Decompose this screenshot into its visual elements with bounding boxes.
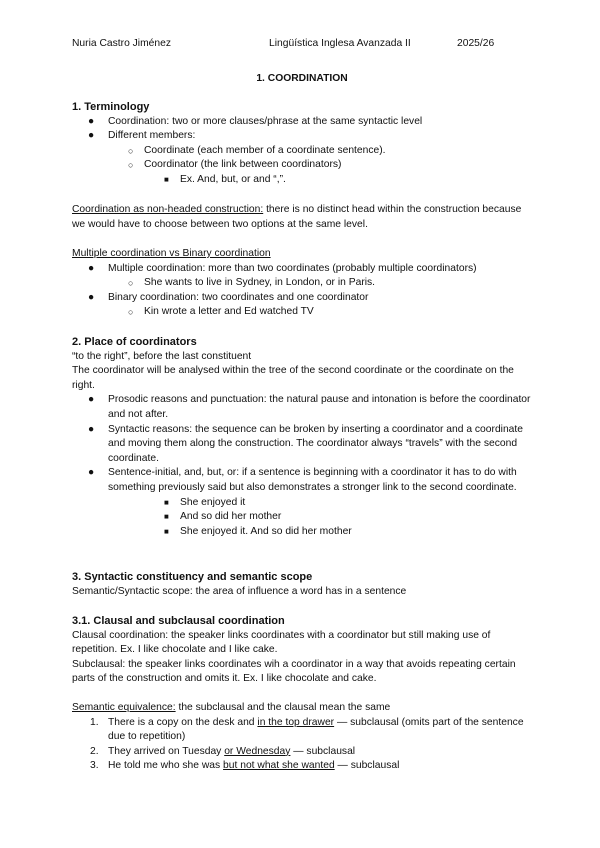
paragraph: Subclausal: the speaker links coordinates wih a coordinator in a way that avoids repeating certain parts of the construction and omits it. Ex. I like chocolate and cake. (72, 658, 516, 685)
list-item: ○ Coordinator (the link between coordinators) (128, 159, 342, 171)
section-place-of-coordinators (72, 335, 532, 539)
list-item: ■ She enjoyed it. And so did her mother (164, 525, 352, 537)
header-year: 2025/26 (457, 38, 495, 49)
list-item: ● Prosodic reasons and punctuation: the natural pause and intonation is before the coordinator and not after. (88, 394, 531, 420)
header-author: Nuria Castro Jiménez (72, 38, 171, 49)
list-item: ■ And so did her mother (164, 511, 282, 523)
section-heading: 1. Terminology (72, 101, 150, 113)
section-heading: 3. Syntactic constituency and semantic scope (72, 571, 313, 583)
section-syntactic-constituency (72, 570, 532, 599)
underlined-term: Semantic equivalence: (72, 702, 176, 713)
section-heading: 3.1. Clausal and subclausal coordination (72, 615, 285, 627)
header-course: Lingüística Inglesa Avanzada II (269, 38, 411, 49)
paragraph: Semantic/Syntactic scope: the area of influence a word has in a sentence (72, 585, 407, 597)
paragraph: Clausal coordination: the speaker links coordinates with a coordinator but still making use of repetition. Ex. I like chocolate and I like cake. (72, 629, 491, 656)
list-item: ■ She enjoyed it (164, 496, 246, 508)
list-item: ○ She wants to live in Sydney, in London, or in Paris. (128, 277, 376, 289)
list-item: ● Binary coordination: two coordinates and one coordinator (88, 291, 369, 303)
section-multiple-coordination (72, 247, 532, 320)
subheading: Multiple coordination vs Binary coordination (72, 248, 271, 259)
section-heading: 2. Place of coordinators (72, 336, 197, 348)
paragraph: The coordinator will be analysed within the tree of the second coordinate or the coordinate on the right. (72, 365, 514, 391)
list-item: ● Different members: (88, 130, 196, 142)
underlined-term: Coordination as non-headed construction: (72, 204, 264, 215)
paragraph-nonheaded: Coordination as non-headed construction: there is no distinct head within the construction because we would have to choose between two options at the same level. (72, 204, 522, 230)
list-item: ● Multiple coordination: more than two coordinates (probably multiple coordinators) (88, 262, 477, 274)
list-item: 2. They arrived on Tuesday or Wednesday — subclausal (90, 745, 356, 757)
page-title: 1. COORDINATION (256, 73, 348, 84)
paragraph: “to the right”, before the last constituent (72, 350, 252, 362)
section-semantic-equivalence: Semantic equivalence: the subclausal and the clausal mean the same 1. There is a copy on the desk and in the top drawer — subclausal (omits part of the sentence due to repetition) 2. They arrived on Tuesday or Wednesday — subclausal 3. He told me who she was but not what she wanted — subclausal (72, 701, 532, 774)
list-item: 3. He told me who she was but not what she wanted — subclausal (90, 760, 400, 772)
list-item: ○ Coordinate (each member of a coordinate sentence). (128, 144, 386, 156)
list-item: ● Sentence-initial, and, but, or: if a sentence is beginning with a coordinator it has to do with something previously said but also demonstrates a stronger link to the second coordinate. (88, 467, 517, 493)
list-item: ● Coordination: two or more clauses/phrase at the same syntactic level (88, 115, 423, 127)
list-item: ■ Ex. And, but, or and “,”. (164, 173, 286, 185)
section-terminology (72, 100, 532, 188)
list-item: ○ Kin wrote a letter and Ed watched TV (128, 306, 314, 318)
list-item: 1. There is a copy on the desk and in the top drawer — subclausal (omits part of the sentence due to repetition) (90, 716, 524, 743)
list-item: ● Syntactic reasons: the sequence can be broken by inserting a coordinator and a coordinate and moving them along the construction. The coordinator always “travels” with the second coordinate. (88, 423, 523, 464)
section-clausal-subclausal (72, 614, 532, 687)
